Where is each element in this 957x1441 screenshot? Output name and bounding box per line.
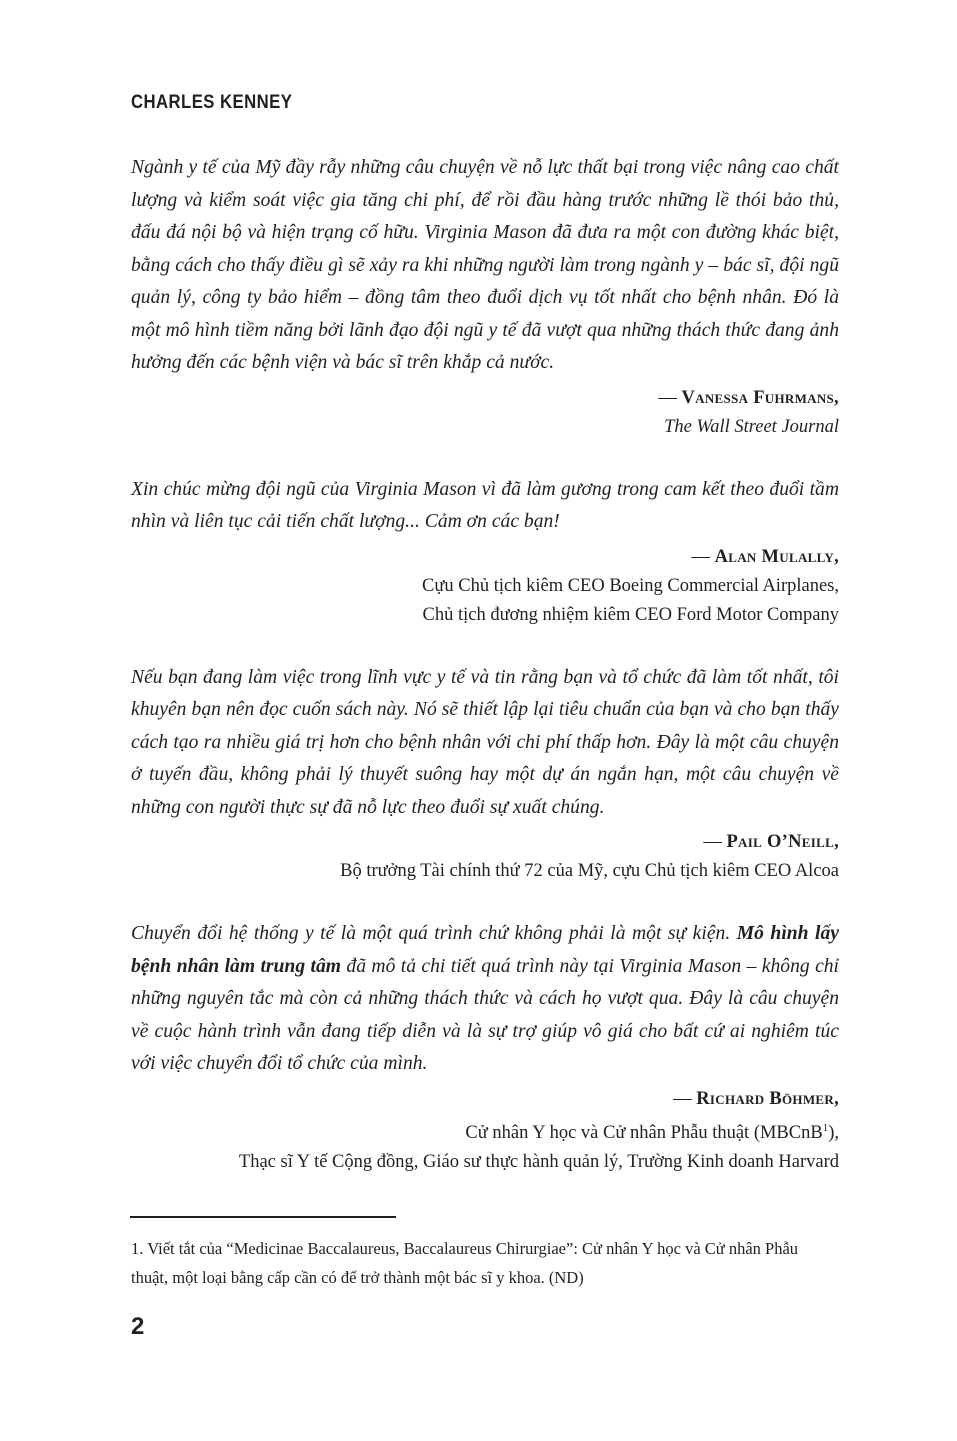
quote-attribution [131, 543, 839, 630]
affiliation-text: Cử nhân Y học và Cử nhân Phẫu thuật (MBCnB [465, 1122, 823, 1143]
footnote: 1. Viết tắt của “Medicinae Baccalaureus, Baccalaureus Chirurgiae”: Cử nhân Y học và Cử nhân Phẫu thuật, một loại bằng cấp cần có để trở thành một bác sĩ y khoa. (ND) [131, 1239, 799, 1287]
endorsements [131, 152, 839, 1209]
endorsement-quote [131, 918, 839, 1177]
attribution-affiliation: Bộ trưởng Tài chính thứ 72 của Mỹ, cựu Chủ tịch kiêm CEO Alcoa [340, 861, 839, 881]
attribution-name: Richard Böhmer, [696, 1088, 839, 1109]
quote-text: Ngành y tế của Mỹ đầy rẫy những câu chuyện về nỗ lực thất bại trong việc nâng cao chất lượng và kiểm soát việc gia tăng chi phí, để rồi đầu hàng trước những lề thói bảo thủ, đấu đá nội bộ và hiện trạng cố hữu. Virginia Mason đã đưa ra một con đường khác biệt, bằng cách cho thấy điều gì sẽ xảy ra khi những người làm trong ngành y – bác sĩ, đội ngũ quản lý, công ty bảo hiểm – đồng tâm theo đuổi dịch vụ tốt nhất cho bệnh nhân. Đó là một mô hình tiềm năng bởi lãnh đạo đội ngũ y tế đã vượt qua những thách thức đang ảnh hưởng đến các bệnh viện và bác sĩ trên khắp cả nước. [131, 157, 839, 373]
endorsement-quote [131, 474, 839, 630]
attribution-dash: — [703, 832, 727, 852]
quote-text-part: đã mô tả chi tiết quá trình này tại Virginia Mason – không chỉ những nguyên tắc mà còn cả những thách thức và cách họ vượt qua. Đây là câu chuyện về cuộc hành trình vẫn đang tiếp diễn và là sự trợ giúp vô giá cho bất cứ ai nghiêm túc với việc chuyển đổi tổ chức của mình. [131, 955, 840, 1074]
endorsement-quote [131, 152, 839, 442]
attribution-affiliation: The Wall Street Journal [664, 416, 839, 437]
attribution-affiliation: Cựu Chủ tịch kiêm CEO Boeing Commercial Airplanes, [422, 575, 839, 596]
attribution-name: Pail O’Neill, [726, 832, 839, 852]
attribution-affiliation: Thạc sĩ Y tế Cộng đồng, Giáo sư thực hành quản lý, Trường Kinh doanh Harvard [238, 1151, 839, 1172]
affiliation-text: ), [828, 1122, 839, 1143]
endorsement-quote [131, 662, 839, 887]
attribution-dash: — [658, 387, 682, 408]
footnote-ref: 1 [822, 1121, 829, 1134]
book-title: Mô hình lấy bệnh nhân làm trung tâm [131, 923, 839, 977]
page-number: 2 [131, 1313, 145, 1340]
attribution-name: Alan Mulally, [714, 546, 839, 567]
running-header-author: CHARLES KENNEY [131, 92, 293, 113]
attribution-affiliation: Chủ tịch đương nhiệm kiêm CEO Ford Motor Company [422, 604, 839, 625]
quote-text [131, 918, 839, 1081]
quote-text: Xin chúc mừng đội ngũ của Virginia Mason vì đã làm gương trong cam kết theo đuổi tầm nhìn và liên tục cải tiến chất lượng... Cảm ơn các bạn! [131, 478, 839, 532]
quote-text-part: Chuyển đổi hệ thống y tế là một quá trình chứ không phải là một sự kiện. [131, 923, 737, 944]
quote-attribution [131, 384, 839, 442]
attribution-affiliation [131, 1114, 839, 1148]
quote-attribution [131, 828, 839, 886]
quote-text: Nếu bạn đang làm việc trong lĩnh vực y tế và tin rằng bạn và tổ chức đã làm tốt nhất, tôi khuyên bạn nên đọc cuốn sách này. Nó sẽ thiết lập lại tiêu chuẩn của bạn và cho bạn thấy cách tạo ra nhiều giá trị hơn cho bệnh nhân với chi phí thấp hơn. Đây là một câu chuyện ở tuyến đầu, không phải lý thuyết suông hay một dự án ngắn hạn, một câu chuyện về những con người thực sự đã nỗ lực theo đuổi sự xuất chúng. [131, 666, 839, 818]
attribution-name: Vanessa Fuhrmans, [681, 387, 839, 408]
footnote-divider [130, 1216, 396, 1218]
attribution-dash: — [691, 546, 715, 567]
quote-attribution [131, 1085, 839, 1177]
attribution-dash: — [673, 1088, 697, 1109]
